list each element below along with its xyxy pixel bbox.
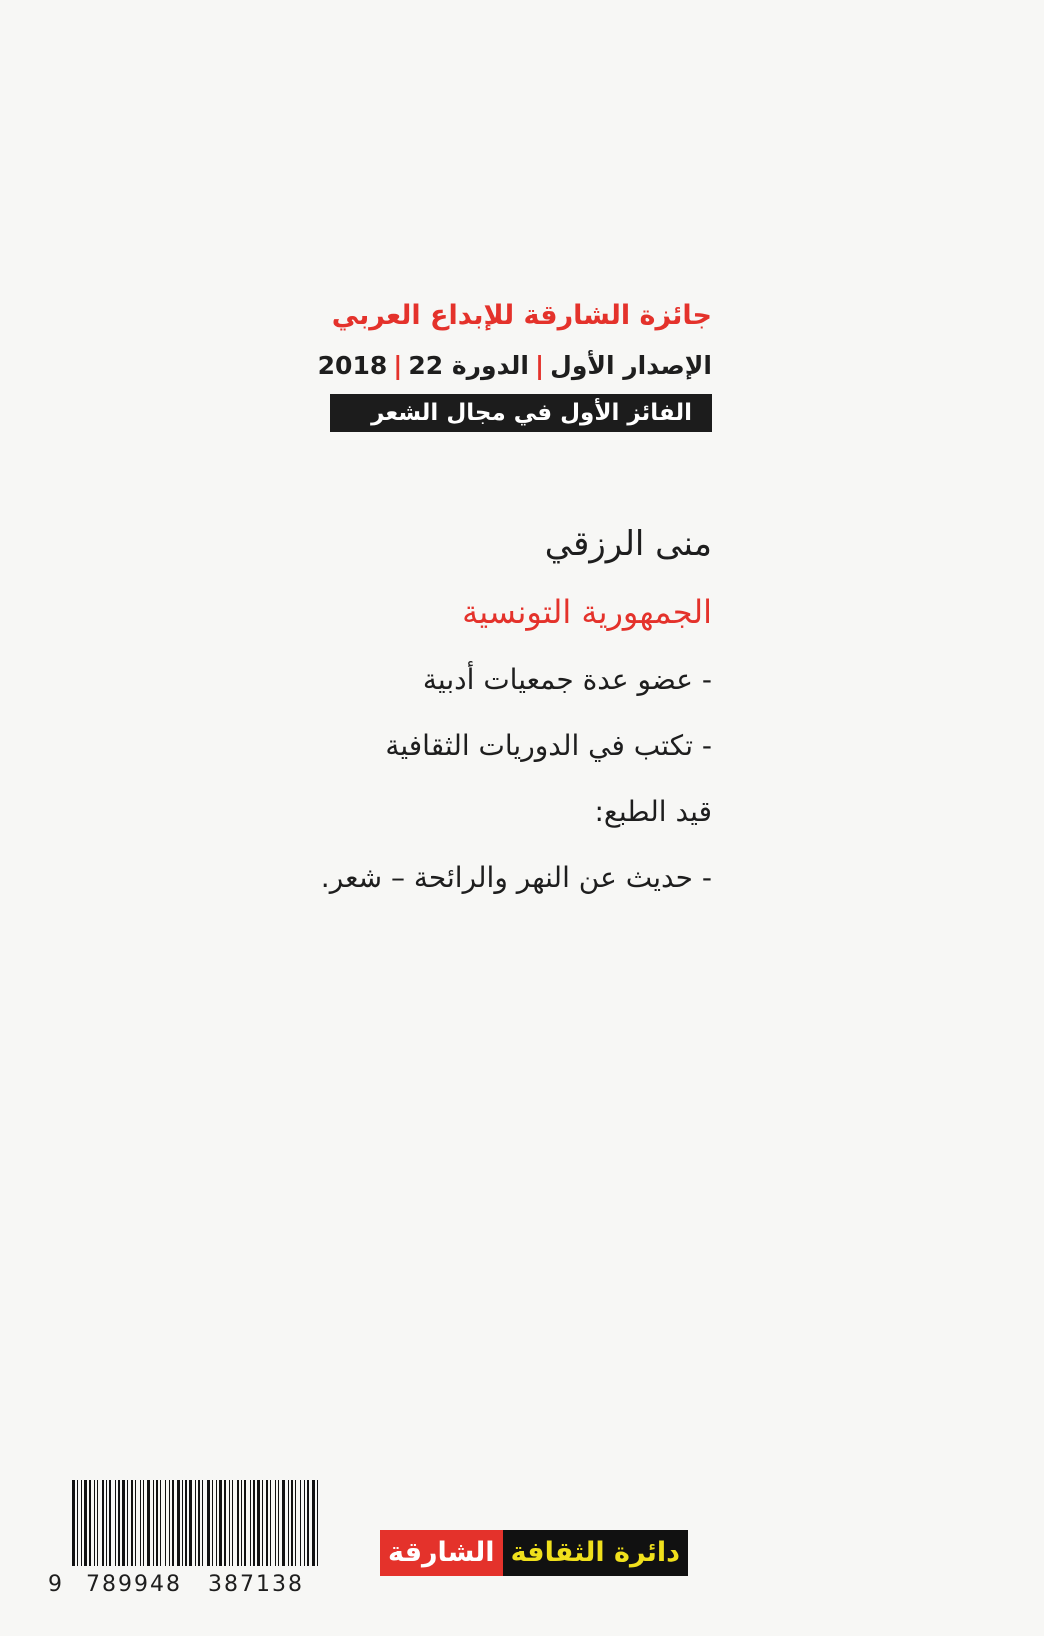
barcode-bar [143,1480,144,1566]
barcode-bar [127,1480,128,1566]
barcode-bar [106,1480,107,1566]
isbn-group-2: 387138 [208,1572,304,1597]
barcode-bar [288,1480,289,1566]
barcode-bar [153,1480,154,1566]
isbn-barcode [48,1480,320,1608]
award-year: 2018 [317,351,388,380]
barcode-bar [275,1480,276,1566]
publisher-name-part1: دائرة الثقافة [503,1530,688,1576]
barcode-bar [182,1480,183,1566]
barcode-bar [270,1480,271,1566]
barcode-bar [312,1480,315,1566]
award-title: جائزة الشارقة للإبداع العربي [331,300,712,331]
barcode-bar [102,1480,104,1566]
barcode-bar [212,1480,213,1566]
barcode-bar [317,1480,318,1566]
barcode-bar [304,1480,305,1566]
barcode-bar [219,1480,222,1566]
cycle-label: الدورة 22 [408,351,529,380]
isbn-lead-digit: 9 [48,1572,62,1597]
barcode-bar [207,1480,210,1566]
barcode-bar [278,1480,279,1566]
barcode-bar [72,1480,75,1566]
barcode-bar [131,1480,133,1566]
award-block [317,296,712,432]
barcode-bar [118,1480,120,1566]
barcode-bar [244,1480,246,1566]
barcode-bar [97,1480,98,1566]
cycle-separator: | [393,351,403,380]
barcode-bar [307,1480,309,1566]
barcode-bar [198,1480,200,1566]
barcode-bar [185,1480,187,1566]
barcode-bar [195,1480,196,1566]
barcode-bar [189,1480,192,1566]
author-country: الجمهورية التونسية [462,593,712,631]
barcode-bar [237,1480,239,1566]
forthcoming-item: - حديث عن النهر والرائحة – شعر. [320,861,712,894]
barcode-bar [94,1480,95,1566]
bio-item: - عضو عدة جمعيات أدبية [422,663,712,696]
publisher-name-part2: الشارقة [380,1530,503,1576]
bio-item: - تكتب في الدوريات الثقافية [385,729,712,762]
barcode-bar [177,1480,180,1566]
barcode-bar [300,1480,301,1566]
barcode-bar [160,1480,161,1566]
barcode-bar [266,1480,268,1566]
barcode-bar [241,1480,242,1566]
barcode-bar [232,1480,233,1566]
barcode-bar [156,1480,158,1566]
author-name: منى الرزقي [544,524,712,564]
barcode-bar [202,1480,203,1566]
barcode-bar [77,1480,78,1566]
barcode-bar [224,1480,226,1566]
isbn-group-1: 789948 [86,1572,182,1597]
barcode-bar [135,1480,136,1566]
barcode-bar [165,1480,166,1566]
edition-line [317,346,712,386]
barcode-bar [81,1480,82,1566]
author-block [180,520,712,900]
barcode-bar [115,1480,116,1566]
barcode-bar [122,1480,125,1566]
barcode-bar [109,1480,111,1566]
barcode-bar [169,1480,170,1566]
edition-separator: | [534,351,545,380]
barcode-bar [216,1480,217,1566]
winner-banner: الفائز الأول في مجال الشعر [330,394,712,432]
barcode-bar [257,1480,260,1566]
barcode-bar [147,1480,150,1566]
barcode-bar [291,1480,293,1566]
edition-label: الإصدار الأول [550,351,712,380]
publisher-logo [388,1530,688,1576]
barcode-bar [262,1480,263,1566]
barcode-bar [282,1480,285,1566]
forthcoming-label: قيد الطبع: [594,795,712,828]
barcode-bar [84,1480,87,1566]
barcode-bar [172,1480,174,1566]
barcode-bar [295,1480,296,1566]
barcode-bar [229,1480,230,1566]
barcode-bar [253,1480,255,1566]
barcode-bar [140,1480,141,1566]
barcode-bar [89,1480,91,1566]
barcode-bar [250,1480,251,1566]
barcode-bars [72,1480,320,1566]
